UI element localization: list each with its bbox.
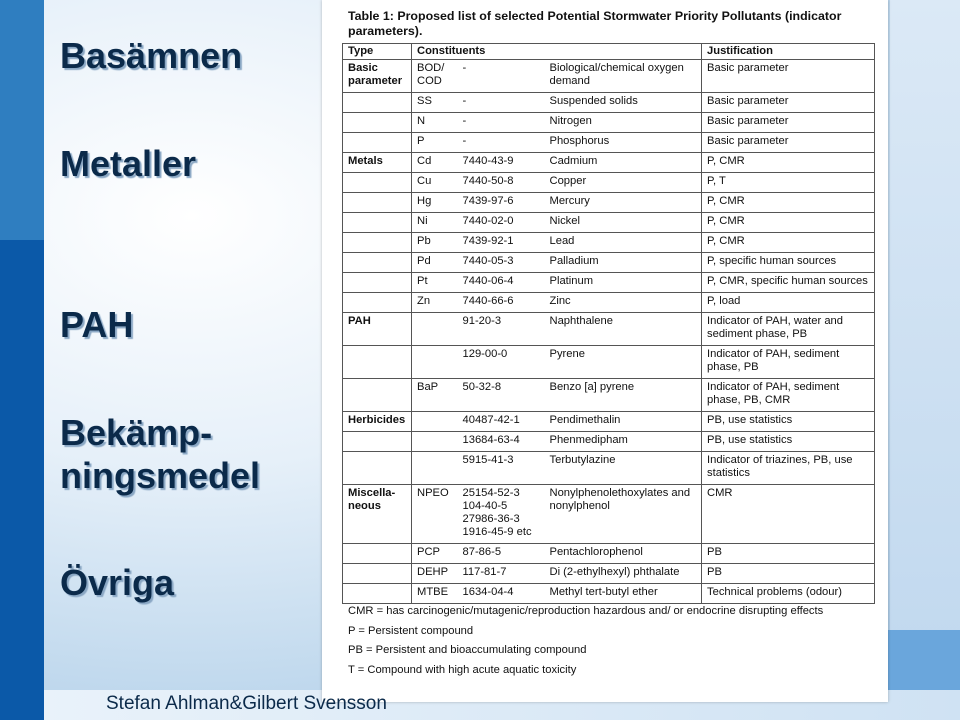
type-cell: [343, 346, 412, 379]
compound-name-cell: Naphthalene: [545, 313, 702, 346]
cas-number-cell: 50-32-8: [458, 379, 545, 412]
sidebar-item-ningsmedel: ningsmedel: [60, 455, 261, 496]
footnote: P = Persistent compound: [348, 624, 474, 637]
constituent-cell: Cd: [412, 153, 458, 173]
justification-cell: P, CMR: [702, 153, 875, 173]
table-row: [343, 293, 875, 313]
justification-cell: P, CMR: [702, 213, 875, 233]
type-cell: [343, 213, 412, 233]
compound-name-cell: Methyl tert-butyl ether: [545, 584, 702, 604]
compound-name-cell: Pentachlorophenol: [545, 544, 702, 564]
constituent-cell: [412, 452, 458, 485]
compound-name-cell: Zinc: [545, 293, 702, 313]
justification-cell: P, CMR: [702, 193, 875, 213]
table-row: [343, 93, 875, 113]
type-cell: Metals: [343, 153, 412, 173]
footnote: T = Compound with high acute aquatic toxicity: [348, 663, 577, 676]
constituent-cell: Cu: [412, 173, 458, 193]
table-row: [343, 173, 875, 193]
type-cell: [343, 379, 412, 412]
constituent-cell: Hg: [412, 193, 458, 213]
document-page: [322, 0, 888, 702]
compound-name-cell: Platinum: [545, 273, 702, 293]
cas-number-cell: 1634-04-4: [458, 584, 545, 604]
justification-cell: P, load: [702, 293, 875, 313]
type-cell: [343, 113, 412, 133]
compound-name-cell: Biological/chemical oxygen demand: [545, 60, 702, 93]
table-row: [343, 432, 875, 452]
type-cell: [343, 564, 412, 584]
cas-number-cell: 25154-52-3 104-40-5 27986-36-3 1916-45-9 etc: [458, 485, 545, 544]
cas-number-cell: 7439-92-1: [458, 233, 545, 253]
constituent-cell: Pt: [412, 273, 458, 293]
constituent-cell: PCP: [412, 544, 458, 564]
table-row: [343, 379, 875, 412]
type-cell: [343, 273, 412, 293]
justification-cell: CMR: [702, 485, 875, 544]
footer-authors: Stefan Ahlman&Gilbert Svensson: [106, 693, 387, 714]
cas-number-cell: 5915-41-3: [458, 452, 545, 485]
type-cell: [343, 452, 412, 485]
constituent-cell: Pb: [412, 233, 458, 253]
justification-cell: Basic parameter: [702, 133, 875, 153]
header-justification: Justification: [702, 44, 875, 60]
sidebar-item-bekamp: Bekämp-: [60, 412, 213, 453]
table-row: [343, 253, 875, 273]
justification-cell: Indicator of PAH, water and sediment phase, PB: [702, 313, 875, 346]
cas-number-cell: -: [458, 133, 545, 153]
type-cell: [343, 193, 412, 213]
cas-number-cell: 91-20-3: [458, 313, 545, 346]
justification-cell: P, CMR, specific human sources: [702, 273, 875, 293]
sidebar-item-pah: PAH: [60, 304, 134, 345]
compound-name-cell: Terbutylazine: [545, 452, 702, 485]
constituent-cell: Zn: [412, 293, 458, 313]
constituent-cell: [412, 412, 458, 432]
type-cell: [343, 544, 412, 564]
cas-number-cell: 87-86-5: [458, 544, 545, 564]
footnotes: [348, 602, 823, 680]
compound-name-cell: Phosphorus: [545, 133, 702, 153]
constituent-cell: [412, 346, 458, 379]
pollutants-table: [342, 43, 875, 604]
compound-name-cell: Nickel: [545, 213, 702, 233]
cas-number-cell: 7440-05-3: [458, 253, 545, 273]
justification-cell: PB: [702, 564, 875, 584]
sidebar-item-ovriga: Övriga: [60, 562, 175, 603]
right-accent-bar: [890, 0, 960, 720]
type-cell: [343, 253, 412, 273]
table-row: [343, 544, 875, 564]
type-cell: [343, 432, 412, 452]
table-row: [343, 193, 875, 213]
header-type: Type: [343, 44, 412, 60]
table-row: [343, 213, 875, 233]
type-cell: Basic parameter: [343, 60, 412, 93]
compound-name-cell: Phenmedipham: [545, 432, 702, 452]
compound-name-cell: Lead: [545, 233, 702, 253]
compound-name-cell: Nonylphenolethoxylates and nonylphenol: [545, 485, 702, 544]
cas-number-cell: 40487-42-1: [458, 412, 545, 432]
table-row: [343, 564, 875, 584]
cas-number-cell: 129-00-0: [458, 346, 545, 379]
constituent-cell: Ni: [412, 213, 458, 233]
justification-cell: PB, use statistics: [702, 432, 875, 452]
type-cell: [343, 293, 412, 313]
type-cell: [343, 233, 412, 253]
compound-name-cell: Pyrene: [545, 346, 702, 379]
justification-cell: PB, use statistics: [702, 412, 875, 432]
justification-cell: Technical problems (odour): [702, 584, 875, 604]
justification-cell: P, CMR: [702, 233, 875, 253]
cas-number-cell: 7440-06-4: [458, 273, 545, 293]
justification-cell: P, T: [702, 173, 875, 193]
justification-cell: Indicator of PAH, sediment phase, PB, CMR: [702, 379, 875, 412]
constituent-cell: SS: [412, 93, 458, 113]
constituent-cell: [412, 313, 458, 346]
type-cell: PAH: [343, 313, 412, 346]
justification-cell: Indicator of triazines, PB, use statistics: [702, 452, 875, 485]
constituent-cell: BaP: [412, 379, 458, 412]
justification-cell: Basic parameter: [702, 93, 875, 113]
compound-name-cell: Palladium: [545, 253, 702, 273]
table-row: [343, 584, 875, 604]
cas-number-cell: -: [458, 93, 545, 113]
type-cell: [343, 93, 412, 113]
table-row: [343, 452, 875, 485]
table-row: [343, 412, 875, 432]
table-row: [343, 485, 875, 544]
type-cell: Miscella- neous: [343, 485, 412, 544]
compound-name-cell: Copper: [545, 173, 702, 193]
compound-name-cell: Cadmium: [545, 153, 702, 173]
constituent-cell: [412, 432, 458, 452]
cas-number-cell: 13684-63-4: [458, 432, 545, 452]
table-row: [343, 313, 875, 346]
justification-cell: Indicator of PAH, sediment phase, PB: [702, 346, 875, 379]
table-row: [343, 153, 875, 173]
footnote: CMR = has carcinogenic/mutagenic/reproduction hazardous and/ or endocrine disrupting effects: [348, 605, 824, 617]
compound-name-cell: Mercury: [545, 193, 702, 213]
cas-number-cell: 7440-66-6: [458, 293, 545, 313]
compound-name-cell: Suspended solids: [545, 93, 702, 113]
compound-name-cell: Di (2-ethylhexyl) phthalate: [545, 564, 702, 584]
cas-number-cell: 7440-43-9: [458, 153, 545, 173]
left-accent-bar-dark: [0, 240, 44, 720]
table-row: [343, 233, 875, 253]
left-accent-bar-light: [0, 0, 44, 240]
type-cell: [343, 173, 412, 193]
compound-name-cell: Pendimethalin: [545, 412, 702, 432]
table-row: [343, 133, 875, 153]
type-cell: [343, 133, 412, 153]
justification-cell: P, specific human sources: [702, 253, 875, 273]
sidebar-item-metaller: Metaller: [60, 143, 197, 184]
cas-number-cell: 7440-02-0: [458, 213, 545, 233]
justification-cell: PB: [702, 544, 875, 564]
compound-name-cell: Nitrogen: [545, 113, 702, 133]
type-cell: Herbicides: [343, 412, 412, 432]
table-row: [343, 346, 875, 379]
constituent-cell: BOD/ COD: [412, 60, 458, 93]
header-constituents: Constituents: [412, 44, 702, 60]
cas-number-cell: 7440-50-8: [458, 173, 545, 193]
constituent-cell: P: [412, 133, 458, 153]
type-cell: [343, 584, 412, 604]
footnote: PB = Persistent and bioaccumulating compound: [348, 644, 587, 656]
constituent-cell: Pd: [412, 253, 458, 273]
sidebar-item-basamnen: Basämnen: [60, 35, 243, 76]
justification-cell: Basic parameter: [702, 113, 875, 133]
table-row: [343, 113, 875, 133]
table-row: [343, 273, 875, 293]
table-header-row: [343, 44, 875, 60]
table-row: [343, 60, 875, 93]
constituent-cell: MTBE: [412, 584, 458, 604]
cas-number-cell: 117-81-7: [458, 564, 545, 584]
justification-cell: Basic parameter: [702, 60, 875, 93]
cas-number-cell: -: [458, 113, 545, 133]
cas-number-cell: 7439-97-6: [458, 193, 545, 213]
compound-name-cell: Benzo [a] pyrene: [545, 379, 702, 412]
constituent-cell: DEHP: [412, 564, 458, 584]
constituent-cell: NPEO: [412, 485, 458, 544]
constituent-cell: N: [412, 113, 458, 133]
cas-number-cell: -: [458, 60, 545, 93]
table-caption: Table 1: Proposed list of selected Potential Stormwater Priority Pollutants (indicator parameters).: [348, 9, 842, 38]
